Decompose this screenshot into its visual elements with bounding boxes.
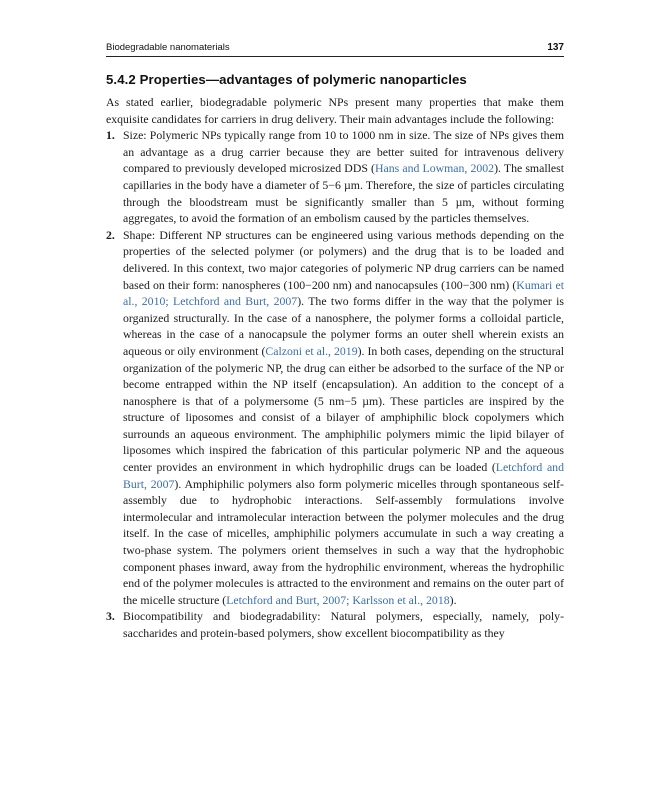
- item-text: ). The smallest capillaries in the body have a diameter of 5−6 µm. Therefore, the size of particles circulating through the bloodstream must be significantly smaller than 5 µm, without forming aggregates, to avoid the formation of an embolism caused by the particles themselves.: [123, 161, 564, 226]
- item-number: 1.: [106, 128, 115, 143]
- citation-link[interactable]: Letchford and Burt, 2007; Karlsson et al., 2018: [226, 592, 450, 607]
- item-text: Biocompatibility and biodegradability: Natural polymers, especially, namely, polysaccharides and protein-based polymers, show excellent biocompatibility as they: [123, 609, 564, 640]
- citation-link[interactable]: Calzoni et al., 2019: [265, 343, 358, 358]
- list-item-biocompatibility: [106, 608, 564, 641]
- running-header: [106, 42, 564, 56]
- item-text: Size: Polymeric NPs typically range from 10 to 1000 nm in size. The size of NPs gives them an advantage as a drug carrier because they are better suited for intravenous delivery compared to previously developed microsized DDS (: [123, 128, 564, 176]
- item-text: ).: [449, 592, 457, 607]
- intro-paragraph: As stated earlier, biodegradable polymeric NPs present many properties that make them exquisite candidates for carriers in drug delivery. Their main advantages include the following:: [106, 95, 564, 126]
- item-text: ). In both cases, depending on the structural organization of the polymeric NP, the drug can either be adsorbed to the surface of the NP or become entrapped within the NP itself (encapsulation). An addition to the concept of a nanosphere is that of a polymersome (5 nm−5 µm). These particles are inspired by the structure of liposomes and consist of a bilayer of amphiphilic block copolymers which surrounds an aqueous environment. The amphiphilic polymers mimic the lipid bilayer of liposomes which inspired the fabrication of this particular polymeric NP and the aqueous center provides an environment in which hydrophilic drugs can be loaded (: [123, 343, 565, 475]
- list-item-size: [106, 127, 564, 227]
- running-title: Biodegradable nanomaterials: [106, 42, 230, 53]
- item-text: Shape: Different NP structures can be engineered using various methods depending on the properties of the selected polymer (or polymers) and the drug that is to be loaded and delivered. In this context, two major categories of polymeric NP drug carriers can be named based on their form: nanospheres (100−200 nm) and nanocapsules (100−300 nm) (: [123, 227, 564, 292]
- item-number: 3.: [106, 609, 115, 624]
- advantages-list: [106, 127, 564, 641]
- page-number: 137: [547, 42, 564, 53]
- citation-link[interactable]: Letchford and Burt, 2007: [123, 460, 564, 491]
- citation-link[interactable]: Hans and Lowman, 2002: [374, 161, 495, 176]
- header-divider: [106, 56, 564, 57]
- item-number: 2.: [106, 227, 115, 242]
- list-item-shape: [106, 227, 564, 609]
- citation-link[interactable]: Kumari et al., 2010; Letchford and Burt, 2007: [123, 277, 564, 309]
- section-heading: 5.4.2 Properties—advantages of polymeric nanoparticles: [106, 72, 467, 87]
- item-text: ). The two forms differ in the way that the polymer is organized structurally. In the case of a nanosphere, the polymer forms a colloidal particle, whereas in the case of a nanocapsule the polymer forms an outer shell wherein exists an aqueous or oily environment (: [123, 294, 564, 358]
- item-text: ). Amphiphilic polymers also form polymeric micelles through spontaneous self-assembly due to hydrophobic interactions. Self-assembly formulations involve intermolecular and intramolecular interaction between the polymer molecules and the drug itself. In the case of micelles, amphiphilic polymers accumulate in such a way creating a two-phase system. The polymers orient themselves in such a way that the hydrophobic component phases inward, away from the hydrophilic environment, whereas the hydrophilic end of the polymer molecules is attracted to the environment and remains on the outer part of the micelle structure (: [123, 476, 564, 607]
- body-text: [106, 94, 564, 642]
